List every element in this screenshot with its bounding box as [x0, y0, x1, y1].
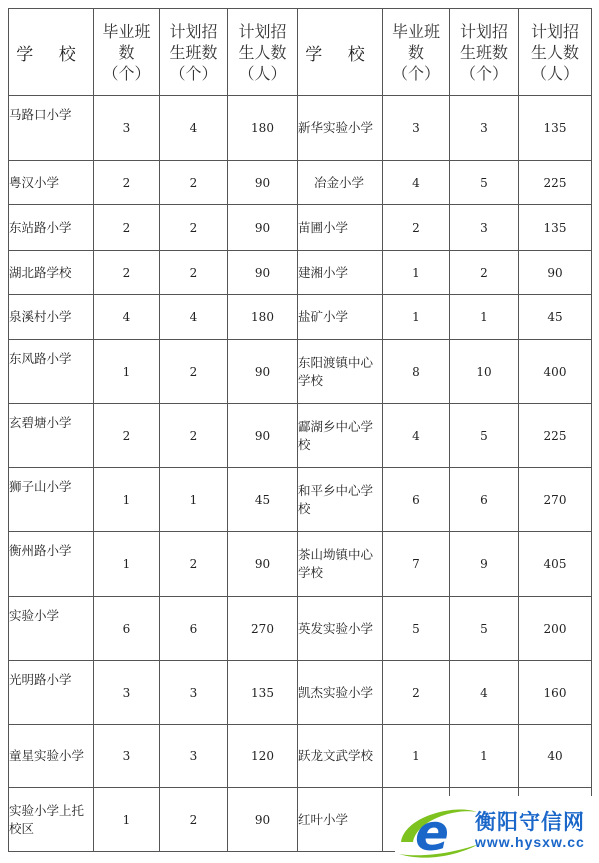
planned-classes-cell: 6: [450, 468, 519, 532]
school-name-cell: 酃湖乡中心学校: [298, 404, 383, 468]
planned-classes-cell: 2: [160, 161, 228, 205]
school-name-cell: 凯杰实验小学: [298, 661, 383, 725]
graduating-classes-cell: 2: [94, 205, 160, 251]
graduating-classes-cell: 1: [383, 295, 450, 340]
school-name-cell: 实验小学: [9, 597, 94, 661]
table-row: [9, 725, 592, 788]
planned-classes-cell: 2: [160, 205, 228, 251]
school-name-cell: 红叶小学: [298, 788, 383, 852]
table-row: [9, 468, 592, 532]
school-name-cell: 光明路小学: [9, 661, 94, 725]
graduating-classes-cell: 8: [383, 340, 450, 404]
planned-students-cell: 120: [228, 725, 298, 788]
school-name-cell: 茶山坳镇中心学校: [298, 532, 383, 597]
graduating-classes-cell: 2: [94, 161, 160, 205]
planned-classes-cell: 5: [450, 597, 519, 661]
school-name-cell: 冶金小学: [298, 161, 383, 205]
header-school-right: 学 校: [298, 9, 383, 96]
planned-students-cell: 90: [228, 251, 298, 295]
school-name-cell: 粤汉小学: [9, 161, 94, 205]
graduating-classes-cell: 1: [383, 725, 450, 788]
school-name-cell: 英发实验小学: [298, 597, 383, 661]
graduating-classes-cell: 1: [94, 468, 160, 532]
watermark-url: www.hysxw.cc: [475, 834, 585, 850]
graduating-classes-cell: 3: [94, 661, 160, 725]
table-row: [9, 205, 592, 251]
planned-classes-cell: 3: [450, 96, 519, 161]
planned-students-cell: 400: [519, 340, 592, 404]
planned-students-cell: 40: [519, 725, 592, 788]
school-name-cell: 建湘小学: [298, 251, 383, 295]
graduating-classes-cell: 6: [94, 597, 160, 661]
planned-classes-cell: 9: [450, 532, 519, 597]
planned-students-cell: 225: [519, 404, 592, 468]
table-row: [9, 295, 592, 340]
graduating-classes-cell: 3: [94, 725, 160, 788]
graduating-classes-cell: 3: [94, 96, 160, 161]
graduating-classes-cell: 2: [94, 404, 160, 468]
watermark-title: 衡阳守信网: [475, 810, 585, 834]
graduating-classes-cell: 3: [383, 96, 450, 161]
planned-students-cell: 90: [228, 161, 298, 205]
school-name-cell: 狮子山小学: [9, 468, 94, 532]
table-row: [9, 597, 592, 661]
graduating-classes-cell: 6: [383, 468, 450, 532]
planned-students-cell: 225: [519, 161, 592, 205]
site-watermark: [395, 796, 599, 863]
graduating-classes-cell: 4: [383, 161, 450, 205]
school-name-cell: 东阳渡镇中心学校: [298, 340, 383, 404]
planned-students-cell: 90: [228, 788, 298, 852]
school-name-cell: 衡州路小学: [9, 532, 94, 597]
planned-students-cell: 90: [228, 404, 298, 468]
planned-students-cell: 135: [228, 661, 298, 725]
header-school-left: 学 校: [9, 9, 94, 96]
header-planned-students-right: 计划招 生人数 （人）: [519, 9, 592, 96]
school-name-cell: 实验小学上托校区: [9, 788, 94, 852]
planned-classes-cell: 4: [450, 661, 519, 725]
planned-students-cell: 90: [228, 205, 298, 251]
planned-classes-cell: 6: [160, 597, 228, 661]
graduating-classes-cell: 2: [94, 251, 160, 295]
header-planned-students-left: 计划招 生人数 （人）: [228, 9, 298, 96]
planned-classes-cell: 2: [160, 788, 228, 852]
graduating-classes-cell: 1: [94, 340, 160, 404]
planned-students-cell: 270: [519, 468, 592, 532]
planned-classes-cell: 2: [160, 251, 228, 295]
planned-classes-cell: 1: [450, 295, 519, 340]
table-row: [9, 532, 592, 597]
table-row: [9, 251, 592, 295]
planned-students-cell: 90: [228, 532, 298, 597]
graduating-classes-cell: 4: [383, 404, 450, 468]
planned-classes-cell: 2: [450, 251, 519, 295]
planned-students-cell: 200: [519, 597, 592, 661]
planned-classes-cell: 3: [160, 661, 228, 725]
graduating-classes-cell: 2: [383, 205, 450, 251]
planned-classes-cell: 2: [160, 340, 228, 404]
school-name-cell: 泉溪村小学: [9, 295, 94, 340]
school-name-cell: 东风路小学: [9, 340, 94, 404]
planned-students-cell: 135: [519, 205, 592, 251]
table-row: [9, 96, 592, 161]
planned-classes-cell: 3: [450, 205, 519, 251]
planned-students-cell: 90: [519, 251, 592, 295]
school-name-cell: 和平乡中心学校: [298, 468, 383, 532]
school-name-cell: 玄碧塘小学: [9, 404, 94, 468]
graduating-classes-cell: 7: [383, 532, 450, 597]
school-name-cell: 苗圃小学: [298, 205, 383, 251]
table-row: [9, 404, 592, 468]
e-logo-icon: [395, 798, 481, 860]
planned-classes-cell: 3: [160, 725, 228, 788]
planned-classes-cell: 10: [450, 340, 519, 404]
planned-classes-cell: 1: [450, 725, 519, 788]
svg-text:e: e: [415, 804, 449, 860]
planned-students-cell: 270: [228, 597, 298, 661]
graduating-classes-cell: 1: [383, 251, 450, 295]
graduating-classes-cell: 5: [383, 597, 450, 661]
graduating-classes-cell: 4: [94, 295, 160, 340]
planned-classes-cell: 5: [450, 161, 519, 205]
school-name-cell: 东站路小学: [9, 205, 94, 251]
planned-classes-cell: 4: [160, 96, 228, 161]
school-name-cell: 湖北路学校: [9, 251, 94, 295]
table-row: [9, 661, 592, 725]
planned-students-cell: 405: [519, 532, 592, 597]
planned-students-cell: 180: [228, 96, 298, 161]
school-name-cell: 童星实验小学: [9, 725, 94, 788]
header-planned-classes-left: 计划招 生班数 （个）: [160, 9, 228, 96]
planned-classes-cell: 1: [160, 468, 228, 532]
school-name-cell: 跃龙文武学校: [298, 725, 383, 788]
graduating-classes-cell: 1: [94, 532, 160, 597]
planned-students-cell: 135: [519, 96, 592, 161]
school-name-cell: 马路口小学: [9, 96, 94, 161]
planned-classes-cell: 2: [160, 532, 228, 597]
planned-classes-cell: 2: [160, 404, 228, 468]
planned-students-cell: 45: [519, 295, 592, 340]
graduating-classes-cell: 1: [94, 788, 160, 852]
school-name-cell: 新华实验小学: [298, 96, 383, 161]
planned-students-cell: 45: [228, 468, 298, 532]
planned-classes-cell: 5: [450, 404, 519, 468]
table-row: [9, 161, 592, 205]
enrollment-table: [8, 8, 592, 852]
planned-students-cell: 90: [228, 340, 298, 404]
header-graduating-classes-left: 毕业班 数 （个）: [94, 9, 160, 96]
planned-classes-cell: 4: [160, 295, 228, 340]
table-row: [9, 340, 592, 404]
table-body: [9, 96, 592, 852]
graduating-classes-cell: 2: [383, 661, 450, 725]
planned-students-cell: 160: [519, 661, 592, 725]
header-row: [9, 9, 592, 96]
header-graduating-classes-right: 毕业班 数 （个）: [383, 9, 450, 96]
school-name-cell: 盐矿小学: [298, 295, 383, 340]
planned-students-cell: 180: [228, 295, 298, 340]
header-planned-classes-right: 计划招 生班数 （个）: [450, 9, 519, 96]
